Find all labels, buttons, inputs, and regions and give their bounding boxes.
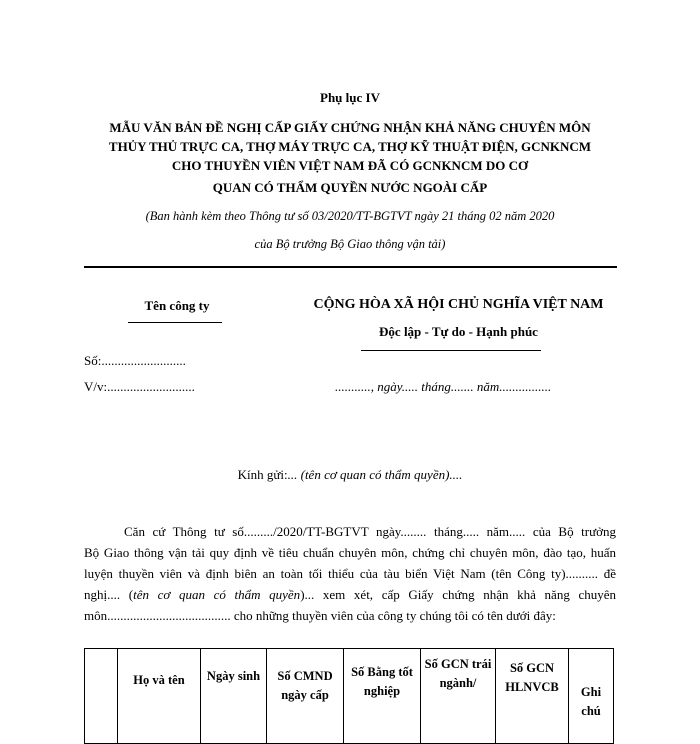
header-cell-birth: Ngày sinh (201, 649, 267, 744)
appendix-label: Phụ lục IV (320, 90, 380, 105)
header-cell-cross-cert: Số GCN trái ngành/ (421, 649, 496, 744)
header-cell-basic-training: Số GCN HLNVCB (496, 649, 569, 744)
place-date: ..........., ngày..... tháng....... năm................ (335, 379, 552, 394)
title-line-4: QUAN CÓ THẨM QUYỀN NƯỚC NGOÀI CẤP (212, 180, 488, 195)
document-title (0, 118, 700, 175)
header-cell-id: Số CMND ngày cấp (267, 649, 344, 744)
paragraph-line-4-b: tên cơ quan có thẩm quyền (133, 587, 301, 602)
paragraph-line-2: Bộ Giao thông vận tải quy định về tiêu chuẩn chuyên môn, chứng chỉ chuyên môn, đào tạo, huấn (84, 545, 616, 560)
nation-name: CỘNG HÒA XÃ HỘI CHỦ NGHĨA VIỆT NAM (313, 297, 604, 312)
title-line-3: CHO THUYỀN VIÊN VIỆT NAM ĐÃ CÓ GCNKNCM DO CƠ (171, 158, 529, 173)
crew-table (84, 648, 614, 744)
company-underline (128, 322, 222, 323)
greeting-recipient: ... (tên cơ quan có thẩm quyền).... (287, 467, 463, 482)
title-line-1: MẪU VĂN BẢN ĐỀ NGHỊ CẤP GIẤY CHỨNG NHẬN KHẢ NĂNG CHUYÊN MÔN (109, 120, 591, 135)
header-cell-name: Họ và tên (118, 649, 201, 744)
paragraph-line-3: luyện thuyền viên và định biên an toàn tối thiểu của tàu biển Việt Nam (tên Công ty).......... đề (84, 566, 616, 581)
company-name: Tên công ty (144, 298, 210, 313)
title-line-2: THỦY THỦ TRỰC CA, THỢ MÁY TRỰC CA, THỢ KỸ THUẬT ĐIỆN, GCNKNCM (108, 139, 592, 154)
document-number: Số:.......................... (84, 353, 186, 368)
greeting-prefix: Kính gửi: (237, 467, 288, 482)
request-paragraph (84, 521, 616, 626)
paragraph-line-5: môn...................................... cho những thuyền viên của công ty chúng tôi có tên dưới đây: (84, 608, 556, 623)
header-cell-diploma: Số Bằng tốt nghiệp (344, 649, 421, 744)
issued-line-1: (Ban hành kèm theo Thông tư số 03/2020/TT-BGTVT ngày 21 tháng 02 năm 2020 (145, 209, 555, 223)
national-motto: Độc lập - Tự do - Hạnh phúc (379, 324, 538, 339)
header-cell-index (85, 649, 118, 744)
table-header-row (85, 649, 614, 744)
motto-underline (361, 350, 541, 351)
document-subject: V/v:........................... (84, 379, 195, 394)
greeting (0, 467, 700, 483)
paragraph-line-4 (84, 584, 616, 605)
header-divider (84, 266, 617, 268)
paragraph-line-4-c: )... xem xét, cấp Giấy chứng nhận khả năng chuyên (300, 587, 616, 602)
header-cell-notes: Ghi chú (569, 649, 614, 744)
paragraph-line-4-a: nghị.... ( (84, 587, 134, 602)
paragraph-line-1: Căn cứ Thông tư số........./2020/TT-BGTVT ngày........ tháng..... năm..... của Bộ trưởng (124, 524, 616, 539)
issued-line-2: của Bộ trưởng Bộ Giao thông vận tải) (254, 237, 446, 251)
